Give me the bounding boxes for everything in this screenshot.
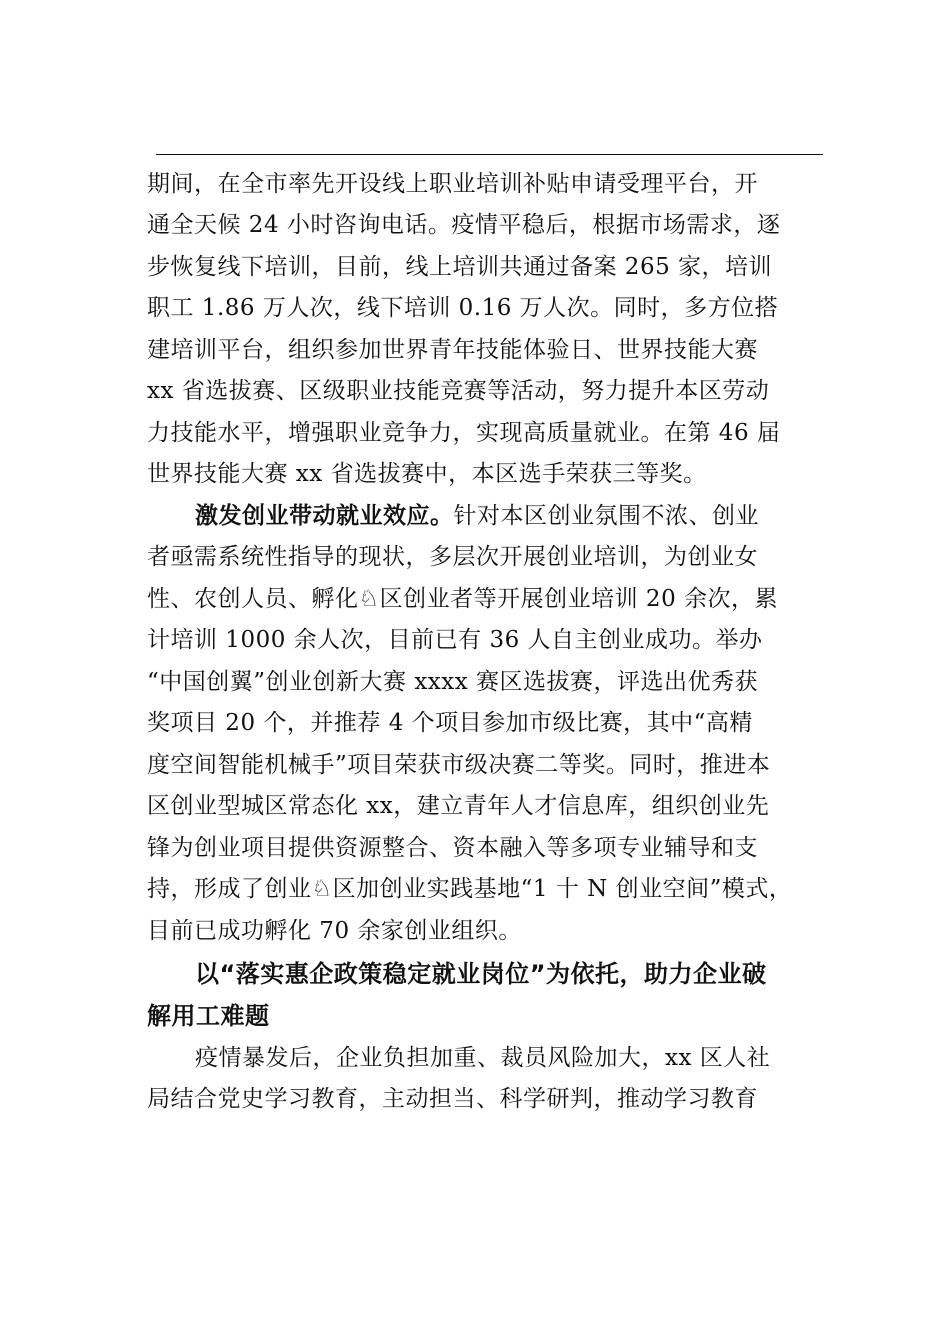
paragraph-line: 期间，在全市率先开设线上职业培训补贴申请受理平台，开 bbox=[147, 171, 758, 197]
paragraph-line: 性、农创人员、孵化♘区创业者等开展创业培训 20 余次，累 bbox=[147, 586, 779, 612]
paragraph-line: 度空间智能机械手”项目荣获市级决赛二等奖。同时，推进本 bbox=[147, 752, 771, 778]
section-heading-line: 解用工难题 bbox=[147, 1002, 270, 1030]
paragraph-line: 力技能水平，增强职业竞争力，实现高质量就业。在第 46 届 bbox=[147, 420, 781, 446]
paragraph-line: 奖项目 20 个，并推荐 4 个项目参加市级比赛，其中“高精 bbox=[147, 710, 753, 736]
paragraph-first-line bbox=[195, 496, 759, 537]
paragraph-line: 者亟需系统性指导的现状，多层次开展创业培训，为创业女 bbox=[147, 544, 758, 570]
paragraph-line: 通全天候 24 小时咨询电话。疫情平稳后，根据市场需求，逐 bbox=[147, 212, 781, 238]
paragraph-line: 职工 1.86 万人次，线下培训 0.16 万人次。同时，多方位搭 bbox=[147, 295, 779, 321]
paragraph-line: 疫情暴发后，企业负担加重、裁员风险加大，xx 区人社 bbox=[195, 1045, 771, 1071]
paragraph-line: 世界技能大赛 xx 省选拔赛中，本区选手荣获三等奖。 bbox=[147, 461, 707, 487]
paragraph-line: 计培训 1000 余人次，目前已有 36 人自主创业成功。举办 bbox=[147, 627, 763, 653]
paragraph-line: 锋为创业项目提供资源整合、资本融入等多项专业辅导和支 bbox=[147, 835, 758, 861]
header-rule bbox=[156, 154, 823, 155]
paragraph-line: 局结合党史学习教育，主动担当、科学研判，推动学习教育 bbox=[147, 1086, 758, 1112]
paragraph-line: 区创业型城区常态化 xx，建立青年人才信息库，组织创业先 bbox=[147, 793, 770, 819]
paragraph-line: xx 省选拔赛、区级职业技能竞赛等活动，努力提升本区劳动 bbox=[147, 378, 770, 404]
paragraph-line: “中国创翼”创业创新大赛 xxxx 赛区选拔赛，评选出优秀获 bbox=[147, 669, 759, 695]
paragraph-line-text: 针对本区创业氛围不浓、创业 bbox=[453, 503, 759, 529]
paragraph-line: 持，形成了创业♘区加创业实践基地“1 十 N 创业空间”模式， bbox=[147, 876, 793, 902]
paragraph-line: 步恢复线下培训，目前，线上培训共通过备案 265 家，培训 bbox=[147, 254, 773, 280]
paragraph-line: 目前已成功孵化 70 余家创业组织。 bbox=[147, 918, 522, 944]
paragraph-lead-heading: 激发创业带动就业效应。 bbox=[195, 503, 454, 529]
section-heading-line: 以“落实惠企政策稳定就业岗位”为依托，助力企业破 bbox=[195, 960, 767, 988]
paragraph-line: 建培训平台，组织参加世界青年技能体验日、世界技能大赛 bbox=[147, 337, 758, 363]
